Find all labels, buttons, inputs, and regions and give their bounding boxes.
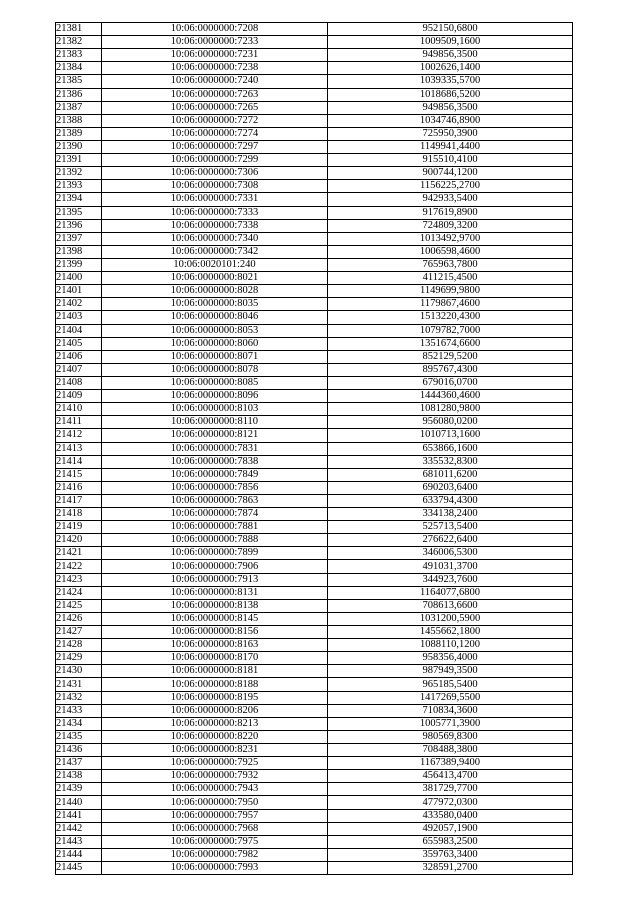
table-row [56,232,573,245]
table-row [56,285,573,298]
table-row [56,416,573,429]
table-row [56,599,573,612]
table-row [56,508,573,521]
cadastral-number-cell: 10:06:0000000:7993 [102,862,328,875]
cadastral-number-cell: 10:06:0000000:8035 [102,298,328,311]
row-number-cell: 21422 [56,560,102,573]
amount-cell: 895767,4300 [328,363,573,376]
row-number-cell: 21389 [56,127,102,140]
row-number-cell: 21437 [56,757,102,770]
table-row [56,626,573,639]
table-row [56,809,573,822]
cadastral-number-cell: 10:06:0000000:7308 [102,180,328,193]
cadastral-number-cell: 10:06:0000000:7925 [102,757,328,770]
row-number-cell: 21432 [56,691,102,704]
table-row [56,730,573,743]
row-number-cell: 21382 [56,36,102,49]
cadastral-number-cell: 10:06:0000000:7274 [102,127,328,140]
amount-cell: 900744,1200 [328,167,573,180]
cadastral-number-cell: 10:06:0000000:7968 [102,822,328,835]
amount-cell: 491031,3700 [328,560,573,573]
amount-cell: 980569,8300 [328,730,573,743]
row-number-cell: 21405 [56,337,102,350]
cadastral-number-cell: 10:06:0000000:7340 [102,232,328,245]
table-row [56,770,573,783]
cadastral-number-cell: 10:06:0000000:7297 [102,140,328,153]
row-number-cell: 21419 [56,521,102,534]
table-body [56,23,573,875]
amount-cell: 949856,3500 [328,101,573,114]
cadastral-number-cell: 10:06:0000000:8206 [102,704,328,717]
cadastral-number-cell: 10:06:0000000:7306 [102,167,328,180]
cadastral-number-cell: 10:06:0020101:240 [102,258,328,271]
cadastral-number-cell: 10:06:0000000:7338 [102,219,328,232]
row-number-cell: 21428 [56,639,102,652]
table-row [56,258,573,271]
table-row [56,337,573,350]
table-row [56,88,573,101]
cadastral-number-cell: 10:06:0000000:7863 [102,494,328,507]
table-row [56,363,573,376]
row-number-cell: 21415 [56,468,102,481]
table-row [56,534,573,547]
table-row [56,717,573,730]
cadastral-number-cell: 10:06:0000000:7913 [102,573,328,586]
table-row [56,36,573,49]
cadastral-number-cell: 10:06:0000000:8188 [102,678,328,691]
table-row [56,455,573,468]
amount-cell: 1031200,5900 [328,612,573,625]
row-number-cell: 21409 [56,390,102,403]
amount-cell: 1149699,9800 [328,285,573,298]
cadastral-number-cell: 10:06:0000000:8156 [102,626,328,639]
table-row [56,403,573,416]
cadastral-number-cell: 10:06:0000000:7831 [102,442,328,455]
table-row [56,324,573,337]
cadastral-number-cell: 10:06:0000000:8145 [102,612,328,625]
amount-cell: 1164077,6800 [328,586,573,599]
table-row [56,390,573,403]
table-row [56,652,573,665]
cadastral-number-cell: 10:06:0000000:8163 [102,639,328,652]
table-row [56,350,573,363]
amount-cell: 949856,3500 [328,49,573,62]
table-row [56,180,573,193]
table-row [56,757,573,770]
amount-cell: 724809,3200 [328,219,573,232]
amount-cell: 1167389,9400 [328,757,573,770]
amount-cell: 276622,6400 [328,534,573,547]
cadastral-number-cell: 10:06:0000000:7932 [102,770,328,783]
table-row [56,49,573,62]
cadastral-number-cell: 10:06:0000000:8060 [102,337,328,350]
row-number-cell: 21423 [56,573,102,586]
amount-cell: 344923,7600 [328,573,573,586]
row-number-cell: 21391 [56,154,102,167]
table-row [56,862,573,875]
amount-cell: 690203,6400 [328,481,573,494]
table-row [56,298,573,311]
row-number-cell: 21427 [56,626,102,639]
cadastral-number-cell: 10:06:0000000:7263 [102,88,328,101]
amount-cell: 958356,4000 [328,652,573,665]
row-number-cell: 21420 [56,534,102,547]
row-number-cell: 21416 [56,481,102,494]
row-number-cell: 21429 [56,652,102,665]
row-number-cell: 21435 [56,730,102,743]
cadastral-number-cell: 10:06:0000000:7342 [102,245,328,258]
table-row [56,573,573,586]
cadastral-number-cell: 10:06:0000000:8181 [102,665,328,678]
row-number-cell: 21392 [56,167,102,180]
row-number-cell: 21394 [56,193,102,206]
cadastral-number-cell: 10:06:0000000:8046 [102,311,328,324]
amount-cell: 852129,5200 [328,350,573,363]
amount-cell: 1034746,8900 [328,114,573,127]
cadastral-number-cell: 10:06:0000000:7888 [102,534,328,547]
amount-cell: 1005771,3900 [328,717,573,730]
amount-cell: 1010713,1600 [328,429,573,442]
cadastral-number-cell: 10:06:0000000:7299 [102,154,328,167]
cadastral-number-cell: 10:06:0000000:7208 [102,23,328,36]
cadastral-number-cell: 10:06:0000000:7899 [102,547,328,560]
cadastral-number-cell: 10:06:0000000:7272 [102,114,328,127]
row-number-cell: 21443 [56,835,102,848]
amount-cell: 708488,3800 [328,744,573,757]
table-row [56,193,573,206]
amount-cell: 1149941,4400 [328,140,573,153]
table-row [56,127,573,140]
row-number-cell: 21403 [56,311,102,324]
amount-cell: 942933,5400 [328,193,573,206]
amount-cell: 725950,3900 [328,127,573,140]
row-number-cell: 21426 [56,612,102,625]
cadastral-number-cell: 10:06:0000000:8131 [102,586,328,599]
row-number-cell: 21393 [56,180,102,193]
data-table [55,22,573,875]
table-row [56,835,573,848]
cadastral-number-cell: 10:06:0000000:7265 [102,101,328,114]
cadastral-number-cell: 10:06:0000000:8121 [102,429,328,442]
cadastral-number-cell: 10:06:0000000:7233 [102,36,328,49]
row-number-cell: 21400 [56,272,102,285]
row-number-cell: 21439 [56,783,102,796]
table-row [56,140,573,153]
amount-cell: 1417269,5500 [328,691,573,704]
cadastral-number-cell: 10:06:0000000:8096 [102,390,328,403]
row-number-cell: 21444 [56,848,102,861]
amount-cell: 335532,8300 [328,455,573,468]
row-number-cell: 21395 [56,206,102,219]
cadastral-number-cell: 10:06:0000000:8071 [102,350,328,363]
table-row [56,665,573,678]
cadastral-number-cell: 10:06:0000000:7231 [102,49,328,62]
cadastral-number-cell: 10:06:0000000:8028 [102,285,328,298]
row-number-cell: 21421 [56,547,102,560]
row-number-cell: 21384 [56,62,102,75]
amount-cell: 346006,5300 [328,547,573,560]
cadastral-number-cell: 10:06:0000000:7874 [102,508,328,521]
row-number-cell: 21388 [56,114,102,127]
table-row [56,75,573,88]
row-number-cell: 21412 [56,429,102,442]
table-row [56,167,573,180]
table-row [56,206,573,219]
cadastral-number-cell: 10:06:0000000:7957 [102,809,328,822]
amount-cell: 1455662,1800 [328,626,573,639]
table-row [56,23,573,36]
row-number-cell: 21436 [56,744,102,757]
amount-cell: 915510,4100 [328,154,573,167]
row-number-cell: 21386 [56,88,102,101]
row-number-cell: 21407 [56,363,102,376]
row-number-cell: 21397 [56,232,102,245]
amount-cell: 653866,1600 [328,442,573,455]
cadastral-number-cell: 10:06:0000000:7950 [102,796,328,809]
amount-cell: 1156225,2700 [328,180,573,193]
cadastral-number-cell: 10:06:0000000:8231 [102,744,328,757]
table-row [56,704,573,717]
table-row [56,114,573,127]
cadastral-number-cell: 10:06:0000000:7238 [102,62,328,75]
cadastral-number-cell: 10:06:0000000:7333 [102,206,328,219]
table-row [56,848,573,861]
cadastral-number-cell: 10:06:0000000:8078 [102,363,328,376]
row-number-cell: 21383 [56,49,102,62]
table-row [56,442,573,455]
cadastral-number-cell: 10:06:0000000:7881 [102,521,328,534]
table-row [56,639,573,652]
row-number-cell: 21381 [56,23,102,36]
cadastral-number-cell: 10:06:0000000:7856 [102,481,328,494]
table-row [56,796,573,809]
amount-cell: 765963,7800 [328,258,573,271]
table-row [56,272,573,285]
row-number-cell: 21398 [56,245,102,258]
cadastral-number-cell: 10:06:0000000:7906 [102,560,328,573]
amount-cell: 411215,4500 [328,272,573,285]
amount-cell: 1513220,4300 [328,311,573,324]
amount-cell: 956080,0200 [328,416,573,429]
row-number-cell: 21425 [56,599,102,612]
cadastral-number-cell: 10:06:0000000:8103 [102,403,328,416]
table-row [56,376,573,389]
row-number-cell: 21399 [56,258,102,271]
amount-cell: 334138,2400 [328,508,573,521]
amount-cell: 708613,6600 [328,599,573,612]
amount-cell: 987949,3500 [328,665,573,678]
row-number-cell: 21430 [56,665,102,678]
row-number-cell: 21442 [56,822,102,835]
cadastral-number-cell: 10:06:0000000:8053 [102,324,328,337]
table-row [56,481,573,494]
amount-cell: 1079782,7000 [328,324,573,337]
amount-cell: 477972,0300 [328,796,573,809]
amount-cell: 679016,0700 [328,376,573,389]
cadastral-number-cell: 10:06:0000000:8170 [102,652,328,665]
table-row [56,62,573,75]
table-row [56,494,573,507]
row-number-cell: 21431 [56,678,102,691]
cadastral-number-cell: 10:06:0000000:8213 [102,717,328,730]
amount-cell: 917619,8900 [328,206,573,219]
cadastral-number-cell: 10:06:0000000:7982 [102,848,328,861]
table-row [56,468,573,481]
amount-cell: 633794,4300 [328,494,573,507]
row-number-cell: 21387 [56,101,102,114]
cadastral-number-cell: 10:06:0000000:8220 [102,730,328,743]
table-row [56,744,573,757]
amount-cell: 1039335,5700 [328,75,573,88]
amount-cell: 965185,5400 [328,678,573,691]
row-number-cell: 21433 [56,704,102,717]
row-number-cell: 21396 [56,219,102,232]
amount-cell: 525713,5400 [328,521,573,534]
table-row [56,521,573,534]
row-number-cell: 21417 [56,494,102,507]
table-row [56,783,573,796]
row-number-cell: 21404 [56,324,102,337]
table-row [56,101,573,114]
row-number-cell: 21413 [56,442,102,455]
amount-cell: 328591,2700 [328,862,573,875]
cadastral-number-cell: 10:06:0000000:7849 [102,468,328,481]
amount-cell: 1088110,1200 [328,639,573,652]
cadastral-number-cell: 10:06:0000000:7240 [102,75,328,88]
amount-cell: 710834,3600 [328,704,573,717]
amount-cell: 1179867,4600 [328,298,573,311]
amount-cell: 492057,1900 [328,822,573,835]
amount-cell: 433580,0400 [328,809,573,822]
table-row [56,612,573,625]
table-row [56,429,573,442]
table-row [56,691,573,704]
row-number-cell: 21418 [56,508,102,521]
amount-cell: 655983,2500 [328,835,573,848]
amount-cell: 381729,7700 [328,783,573,796]
table-row [56,586,573,599]
cadastral-number-cell: 10:06:0000000:7943 [102,783,328,796]
row-number-cell: 21440 [56,796,102,809]
amount-cell: 456413,4700 [328,770,573,783]
amount-cell: 681011,6200 [328,468,573,481]
row-number-cell: 21408 [56,376,102,389]
cadastral-number-cell: 10:06:0000000:8195 [102,691,328,704]
amount-cell: 1018686,5200 [328,88,573,101]
amount-cell: 1002626,1400 [328,62,573,75]
amount-cell: 1081280,9800 [328,403,573,416]
cadastral-number-cell: 10:06:0000000:7975 [102,835,328,848]
table-row [56,154,573,167]
row-number-cell: 21424 [56,586,102,599]
row-number-cell: 21410 [56,403,102,416]
cadastral-number-cell: 10:06:0000000:7838 [102,455,328,468]
cadastral-number-cell: 10:06:0000000:8110 [102,416,328,429]
cadastral-number-cell: 10:06:0000000:8021 [102,272,328,285]
row-number-cell: 21402 [56,298,102,311]
row-number-cell: 21438 [56,770,102,783]
amount-cell: 1351674,6600 [328,337,573,350]
row-number-cell: 21445 [56,862,102,875]
table-row [56,822,573,835]
amount-cell: 359763,3400 [328,848,573,861]
row-number-cell: 21411 [56,416,102,429]
row-number-cell: 21441 [56,809,102,822]
amount-cell: 952150,6800 [328,23,573,36]
row-number-cell: 21406 [56,350,102,363]
row-number-cell: 21434 [56,717,102,730]
table-row [56,547,573,560]
table-row [56,219,573,232]
cadastral-number-cell: 10:06:0000000:7331 [102,193,328,206]
cadastral-number-cell: 10:06:0000000:8138 [102,599,328,612]
row-number-cell: 21390 [56,140,102,153]
cadastral-number-cell: 10:06:0000000:8085 [102,376,328,389]
amount-cell: 1444360,4600 [328,390,573,403]
row-number-cell: 21385 [56,75,102,88]
table-row [56,245,573,258]
amount-cell: 1006598,4600 [328,245,573,258]
row-number-cell: 21414 [56,455,102,468]
amount-cell: 1009509,1600 [328,36,573,49]
table-row [56,311,573,324]
amount-cell: 1013492,9700 [328,232,573,245]
row-number-cell: 21401 [56,285,102,298]
table-row [56,560,573,573]
table-row [56,678,573,691]
